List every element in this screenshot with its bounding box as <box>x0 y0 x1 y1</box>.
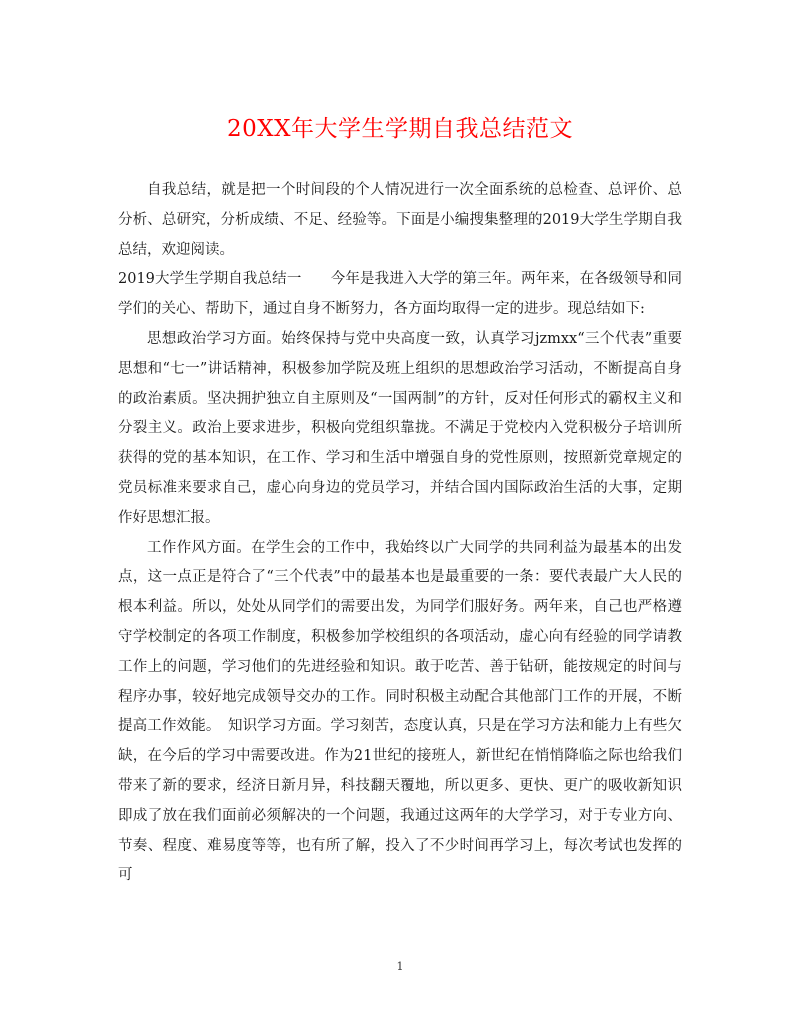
political-study-paragraph: 思想政治学习方面。始终保持与党中央高度一致，认真学习jzmxx“三个代表”重要思想和“七一”讲话精神，积极参加学院及班上组织的思想政治学习活动，不断提高自身的政治素质。坚决拥护独立自主原则及“一国两制”的方针，反对任何形式的霸权主义和分裂主义。政治上要求进步，积极向党组织靠拢。不满足于党校内入党积极分子培训所获得的党的基本知识，在工作、学习和生活中增强自身的党性原则，按照新党章规定的党员标准来要求自己，虚心向身边的党员学习，并结合国内国际政治生活的大事，定期作好思想汇报。 <box>118 330 682 526</box>
intro-paragraph: 自我总结，就是把一个时间段的个人情况进行一次全面系统的总检查、总评价、总分析、总研究，分析成绩、不足、经验等。下面是小编搜集整理的2019大学生学期自我总结，欢迎阅读。 <box>118 182 682 258</box>
page-number: 1 <box>396 960 404 973</box>
work-style-paragraph: 工作作风方面。在学生会的工作中，我始终以广大同学的共同利益为最基本的出发点，这一点正是符合了“三个代表”中的最基本也是最重要的一条：要代表最广大人民的根本利益。所以，处处从同学们的需要出发，为同学们服好务。两年来，自己也严格遵守学校制定的各项工作制度，积极参加学校组织的各项活动，虚心向有经验的同学请教工作上的问题，学习他们的先进经验和知识。敢于吃苦、善于钻研，能按规定的时间与程序办事，较好地完成领导交办的工作。同时积极主动配合其他部门工作的开展，不断提高工作效能。 知识学习方面。学习刻苦，态度认真，只是在学习方法和能力上有些欠缺，在今后的学习中需要改进。作为21世纪的接班人，新世纪在悄悄降临之际也给我们带来了新的要求，经济日新月异，科技翻天覆地，所以更多、更快、更广的吸收新知识即成了放在我们面前必须解决的一个问题，我通过这两年的大学学习，对于专业方向、节奏、程度、难易度等等，也有所了解，投入了不少时间再学习上，每次考试也发挥的可 <box>118 539 682 884</box>
document-body <box>118 176 682 891</box>
section-heading-paragraph: 2019大学生学期自我总结一 今年是我进入大学的第三年。两年来，在各级领导和同学们的关心、帮助下，通过自身不断努力，各方面均取得一定的进步。现总结如下: <box>118 271 682 318</box>
document-title: 20XX年大学生学期自我总结范文 <box>226 116 573 142</box>
